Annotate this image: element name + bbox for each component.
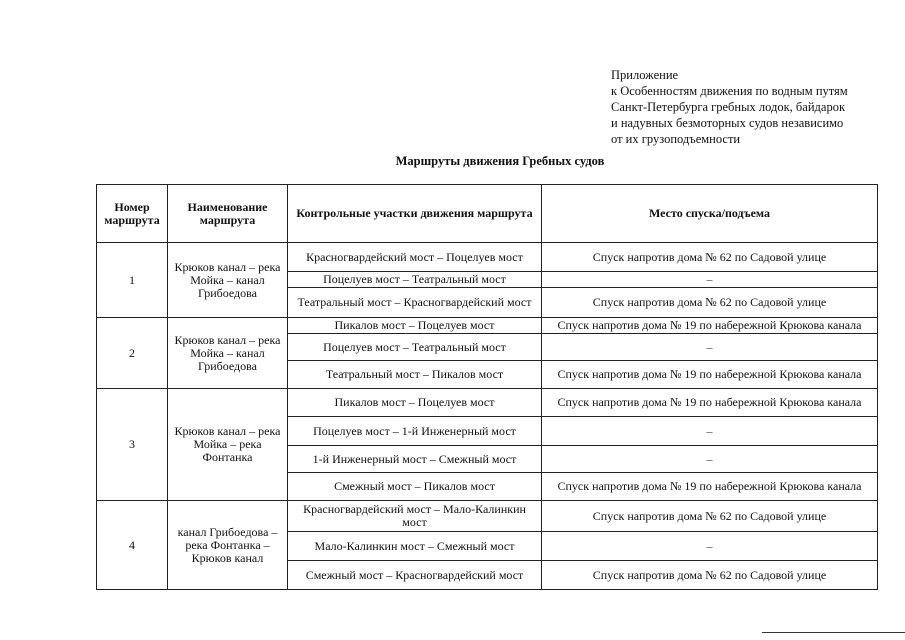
- table-header-row: [97, 185, 878, 243]
- segment-cell: Смежный мост – Пикалов мост: [288, 473, 542, 501]
- route-number: 3: [97, 389, 168, 501]
- place-cell: –: [542, 272, 878, 288]
- segment-cell: Поцелуев мост – Театральный мост: [288, 334, 542, 361]
- route-number: 2: [97, 318, 168, 389]
- appendix-line: от их грузоподъемности: [611, 132, 741, 146]
- segment-cell: 1-й Инженерный мост – Смежный мост: [288, 446, 542, 473]
- route-number: 1: [97, 243, 168, 318]
- header-number: Номер маршрута: [97, 185, 168, 243]
- header-segments: Контрольные участки движения маршрута: [288, 185, 542, 243]
- segment-cell: Пикалов мост – Поцелуев мост: [288, 389, 542, 417]
- document-title: Маршруты движения Гребных судов: [395, 154, 605, 168]
- segment-cell: Поцелуев мост – 1-й Инженерный мост: [288, 417, 542, 446]
- place-cell: –: [542, 334, 878, 361]
- place-cell: –: [542, 446, 878, 473]
- appendix-line: Санкт-Петербурга гребных лодок, байдарок: [611, 100, 846, 114]
- segment-cell: Красногвардейский мост – Поцелуев мост: [288, 243, 542, 272]
- route-name: канал Грибоедова – река Фонтанка – Крюков канал: [168, 501, 288, 590]
- place-cell: Спуск напротив дома № 19 по набережной Крюкова канала: [542, 389, 878, 417]
- place-cell: Спуск напротив дома № 19 по набережной Крюкова канала: [542, 361, 878, 389]
- header-place: Место спуска/подъема: [542, 185, 878, 243]
- segment-cell: Пикалов мост – Поцелуев мост: [288, 318, 542, 334]
- segment-cell: Театральный мост – Пикалов мост: [288, 361, 542, 389]
- table-row: [97, 243, 878, 272]
- place-cell: Спуск напротив дома № 19 по набережной Крюкова канала: [542, 318, 878, 334]
- place-cell: Спуск напротив дома № 62 по Садовой улице: [542, 561, 878, 590]
- table-row: [97, 389, 878, 417]
- place-cell: –: [542, 417, 878, 446]
- place-cell: Спуск напротив дома № 62 по Садовой улице: [542, 501, 878, 532]
- place-cell: –: [542, 532, 878, 561]
- appendix-line: Приложение: [611, 68, 679, 82]
- segment-cell: Мало-Калинкин мост – Смежный мост: [288, 532, 542, 561]
- route-name: Крюков канал – река Мойка – река Фонтанка: [168, 389, 288, 501]
- scan-edge-divider: [762, 632, 905, 633]
- appendix-line: к Особенностям движения по водным путям: [611, 84, 848, 98]
- segment-cell: Смежный мост – Красногвардейский мост: [288, 561, 542, 590]
- segment-cell: Поцелуев мост – Театральный мост: [288, 272, 542, 288]
- appendix-note: [611, 67, 848, 147]
- table-row: [97, 501, 878, 532]
- route-name: Крюков канал – река Мойка – канал Грибоедова: [168, 318, 288, 389]
- header-name: Наименование маршрута: [168, 185, 288, 243]
- routes-table: [96, 184, 878, 590]
- place-cell: Спуск напротив дома № 62 по Садовой улице: [542, 288, 878, 318]
- route-number: 4: [97, 501, 168, 590]
- place-cell: Спуск напротив дома № 19 по набережной Крюкова канала: [542, 473, 878, 501]
- place-cell: Спуск напротив дома № 62 по Садовой улице: [542, 243, 878, 272]
- segment-cell: Красногвардейский мост – Мало-Калинкин мост: [288, 501, 542, 532]
- appendix-line: и надувных безмоторных судов независимо: [611, 116, 844, 130]
- table-row: [97, 318, 878, 334]
- route-name: Крюков канал – река Мойка – канал Грибоедова: [168, 243, 288, 318]
- segment-cell: Театральный мост – Красногвардейский мост: [288, 288, 542, 318]
